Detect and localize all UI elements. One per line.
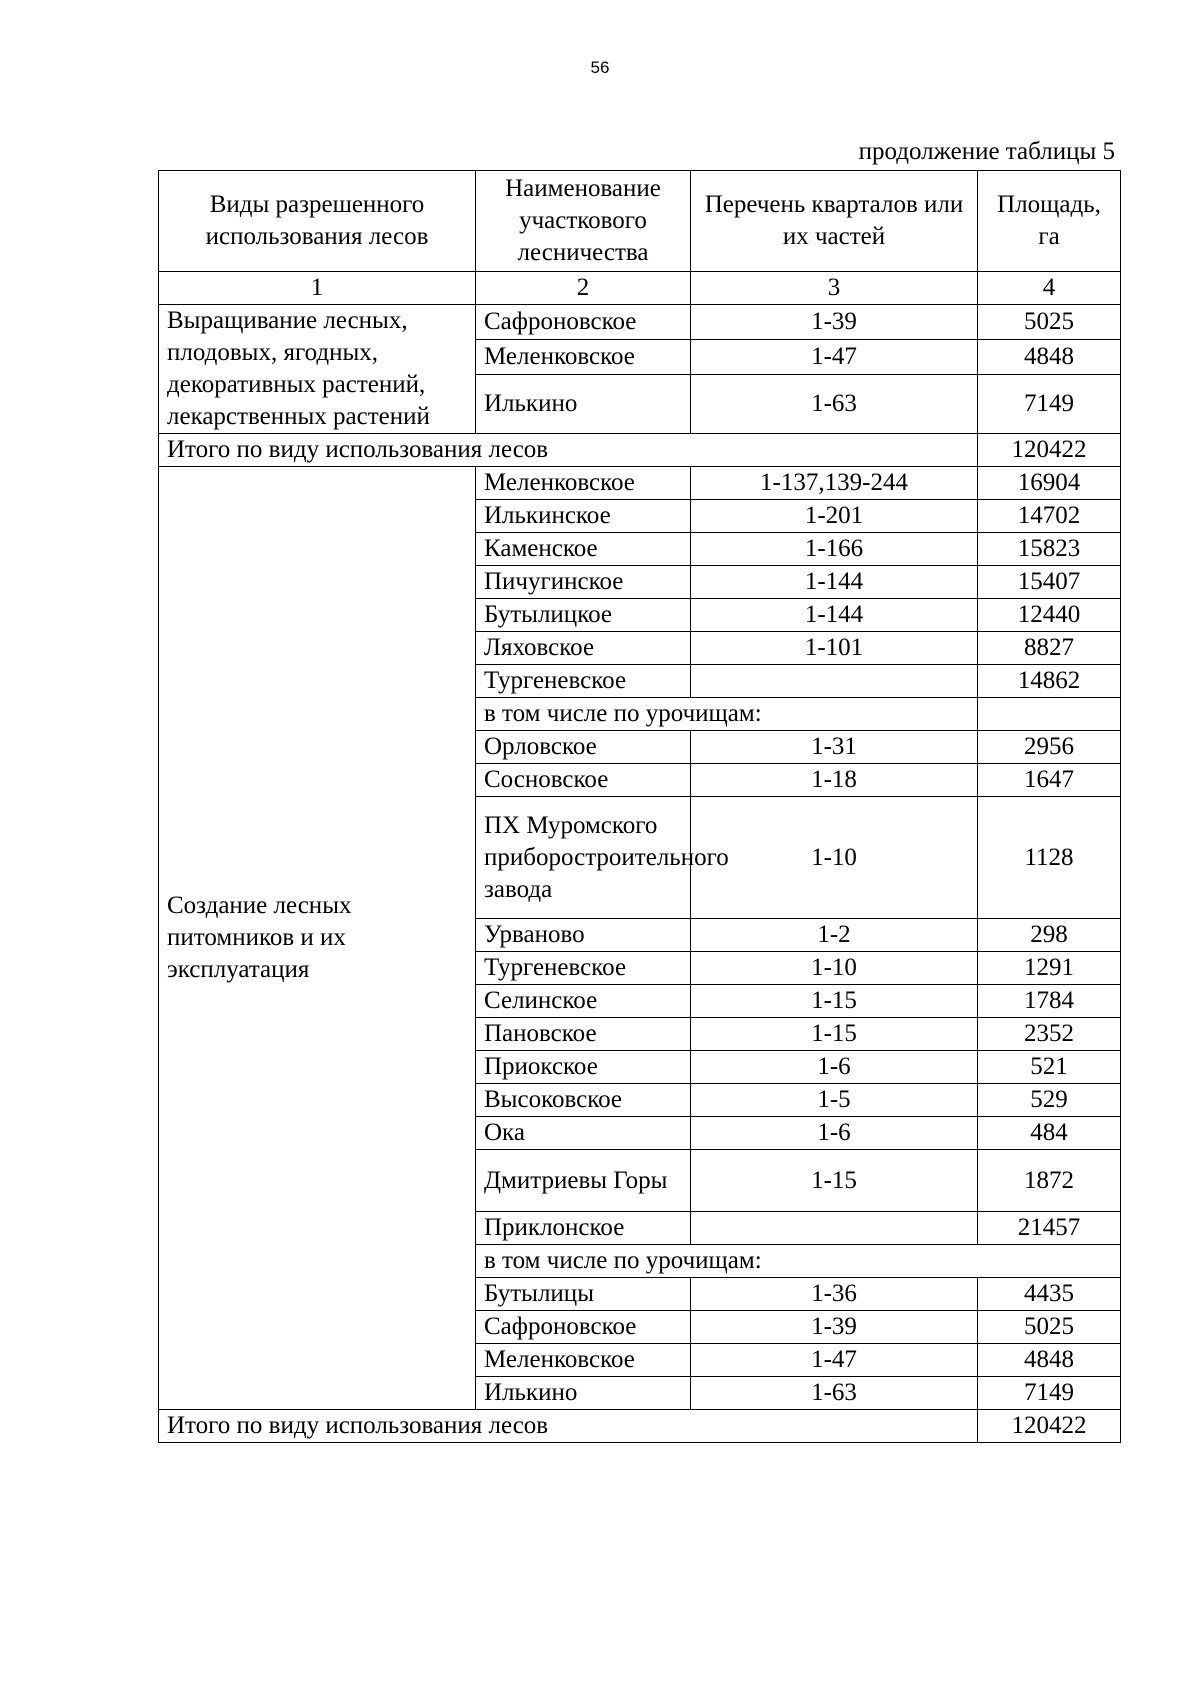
quarters-cell: 1-6: [691, 1051, 978, 1084]
area-cell: 4848: [978, 1344, 1121, 1377]
quarters-cell: 1-63: [691, 1377, 978, 1410]
forestry-name-cell: Урваново: [476, 919, 691, 952]
quarters-cell: 1-15: [691, 1150, 978, 1212]
forestry-name-cell: Приокское: [476, 1051, 691, 1084]
forestry-name-cell: Сосновское: [476, 764, 691, 797]
quarters-cell: [691, 1212, 978, 1245]
total-row: [159, 1410, 1121, 1443]
area-cell: 21457: [978, 1212, 1121, 1245]
forestry-name-cell: Дмитриевы Горы: [476, 1150, 691, 1212]
quarters-cell: 1-137,139-244: [691, 467, 978, 500]
header-forestry-name: Наименование участкового лесничества: [476, 171, 691, 272]
quarters-cell: 1-63: [691, 374, 978, 433]
quarters-cell: 1-47: [691, 1344, 978, 1377]
forestry-name-cell: Бутылицы: [476, 1278, 691, 1311]
area-cell: 8827: [978, 632, 1121, 665]
quarters-cell: 1-36: [691, 1278, 978, 1311]
quarters-cell: 1-10: [691, 952, 978, 985]
quarters-cell: 1-6: [691, 1117, 978, 1150]
forestry-name-cell: Илькино: [476, 374, 691, 433]
area-cell: 15407: [978, 566, 1121, 599]
area-cell: 2352: [978, 1018, 1121, 1051]
use-type-cell: Выращивание лесных, плодовых, ягодных, декоративных растений, лекарственных растений: [159, 305, 476, 434]
area-cell: 4848: [978, 339, 1121, 374]
area-cell: 1784: [978, 985, 1121, 1018]
table-caption: продолжение таблицы 5: [858, 138, 1115, 165]
empty-cell: [978, 698, 1121, 731]
table-row: [159, 305, 1121, 340]
column-number-row: [159, 272, 1121, 305]
area-cell: 7149: [978, 1377, 1121, 1410]
forestry-name-cell: Каменское: [476, 533, 691, 566]
forestry-name-cell: Приклонское: [476, 1212, 691, 1245]
area-cell: 521: [978, 1051, 1121, 1084]
area-cell: 5025: [978, 305, 1121, 340]
subheader-cell: в том числе по урочищам:: [476, 1245, 1121, 1278]
quarters-cell: 1-2: [691, 919, 978, 952]
forestry-name-cell: ПХ Муромского приборостроительного завода: [476, 797, 691, 919]
area-cell: 7149: [978, 374, 1121, 433]
forestry-name-cell: Пановское: [476, 1018, 691, 1051]
quarters-cell: 1-144: [691, 566, 978, 599]
quarters-cell: 1-39: [691, 305, 978, 340]
column-number: 1: [159, 272, 476, 305]
quarters-cell: 1-47: [691, 339, 978, 374]
header-area: Площадь, га: [978, 171, 1121, 272]
forestry-name-cell: Тургеневское: [476, 952, 691, 985]
forestry-name-cell: Высоковское: [476, 1084, 691, 1117]
total-row: [159, 434, 1121, 467]
area-cell: 14862: [978, 665, 1121, 698]
forestry-name-cell: Меленковское: [476, 467, 691, 500]
forestry-name-cell: Ляховское: [476, 632, 691, 665]
header-use-type: Виды разрешенного использования лесов: [159, 171, 476, 272]
column-number: 3: [691, 272, 978, 305]
area-cell: 12440: [978, 599, 1121, 632]
forestry-name-cell: Орловское: [476, 731, 691, 764]
area-cell: 4435: [978, 1278, 1121, 1311]
column-number: 4: [978, 272, 1121, 305]
table-row: [159, 467, 1121, 500]
total-label: Итого по виду использования лесов: [159, 434, 978, 467]
quarters-cell: 1-10: [691, 797, 978, 919]
page-number: 56: [590, 58, 610, 77]
area-cell: 1872: [978, 1150, 1121, 1212]
quarters-cell: 1-18: [691, 764, 978, 797]
quarters-cell: 1-5: [691, 1084, 978, 1117]
area-cell: 2956: [978, 731, 1121, 764]
forestry-name-cell: Меленковское: [476, 1344, 691, 1377]
quarters-cell: 1-39: [691, 1311, 978, 1344]
header-row: [159, 171, 1121, 272]
area-cell: 484: [978, 1117, 1121, 1150]
area-cell: 298: [978, 919, 1121, 952]
forestry-name-cell: Илькинское: [476, 500, 691, 533]
forestry-name-cell: Бутылицкое: [476, 599, 691, 632]
forestry-name-cell: Селинское: [476, 985, 691, 1018]
area-cell: 15823: [978, 533, 1121, 566]
area-cell: 16904: [978, 467, 1121, 500]
total-area: 120422: [978, 434, 1121, 467]
forestry-name-cell: Сафроновское: [476, 305, 691, 340]
quarters-cell: 1-201: [691, 500, 978, 533]
forestry-name-cell: Сафроновское: [476, 1311, 691, 1344]
area-cell: 1647: [978, 764, 1121, 797]
column-number: 2: [476, 272, 691, 305]
quarters-cell: 1-101: [691, 632, 978, 665]
area-cell: 1128: [978, 797, 1121, 919]
area-cell: 5025: [978, 1311, 1121, 1344]
quarters-cell: [691, 665, 978, 698]
header-quarters: Перечень кварталов или их частей: [691, 171, 978, 272]
forestry-name-cell: Илькино: [476, 1377, 691, 1410]
forestry-name-cell: Тургеневское: [476, 665, 691, 698]
forest-use-table: [158, 170, 1121, 1443]
area-cell: 1291: [978, 952, 1121, 985]
forestry-name-cell: Меленковское: [476, 339, 691, 374]
quarters-cell: 1-31: [691, 731, 978, 764]
use-type-cell: Создание лесных питомников и их эксплуатация: [159, 467, 476, 1410]
total-label: Итого по виду использования лесов: [159, 1410, 978, 1443]
forestry-name-cell: Ока: [476, 1117, 691, 1150]
quarters-cell: 1-15: [691, 985, 978, 1018]
quarters-cell: 1-166: [691, 533, 978, 566]
area-cell: 14702: [978, 500, 1121, 533]
total-area: 120422: [978, 1410, 1121, 1443]
forestry-name-cell: Пичугинское: [476, 566, 691, 599]
quarters-cell: 1-15: [691, 1018, 978, 1051]
quarters-cell: 1-144: [691, 599, 978, 632]
area-cell: 529: [978, 1084, 1121, 1117]
subheader-cell: в том числе по урочищам:: [476, 698, 978, 731]
